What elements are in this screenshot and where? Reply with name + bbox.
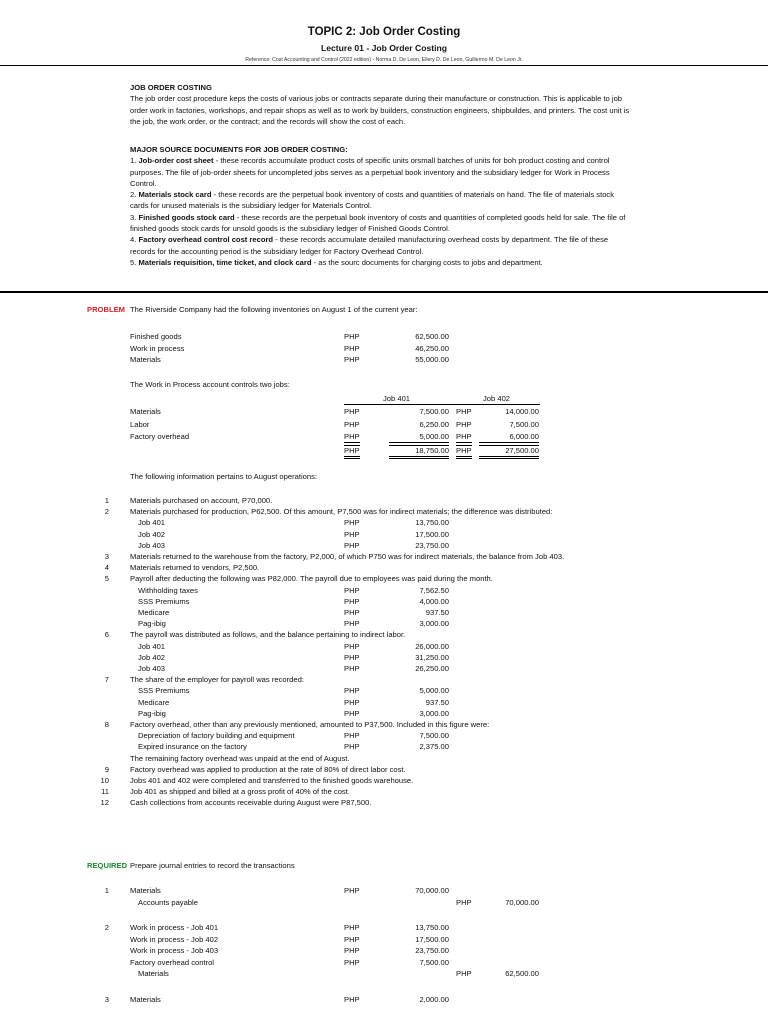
source-document-item [130,189,630,212]
transaction-detail-currency: PHP [344,697,360,707]
transaction-detail-amount: 937.50 [425,697,449,707]
transaction-detail-amount: 4,000.00 [419,596,449,606]
intro-text: The job order cost procedure keps the costs of various jobs or contracts separate during their manufacture or construction. This is applicable to job order work in factories, workshops, and repair shops as well as to work by builders, construction engineers, shipbuildes, and printers. The cost unit is the job, the work order, or the contract; and the records will show the cost of each. [130,94,630,126]
transaction-number: 6 [104,630,109,640]
journal-entry-number: 1 [104,886,109,895]
job-401-header: Job 401 [383,394,411,403]
wip-row-name: Labor [130,419,150,429]
journal-debit-currency: PHP [344,994,360,1004]
transaction-detail-amount: 17,500.00 [415,529,449,539]
wip-header-underline [344,404,540,405]
transaction-detail-currency: PHP [344,708,360,718]
transaction-number: 1 [104,496,109,505]
intro-section [130,82,630,127]
wip-currency: PHP [344,432,360,441]
wip-amount: 14,000.00 [505,407,539,416]
journal-debit-amount: 23,750.00 [415,946,449,955]
transaction-detail-currency: PHP [344,641,360,651]
inventory-name: Work in process [130,343,185,353]
wip-currency: PHP [344,407,360,416]
item-description: - these records accumulate product costs of specific units orsmall batches of units for boh product costing and control purposes. The file of job-order sheets for uncompleted jobs serves as a perpetual book inventory and the subsidiary ledger for Work in Process Control. [130,156,610,188]
info-intro: The following information pertains to August operations: [130,472,317,481]
transaction-detail-amount: 23,750.00 [415,540,449,550]
journal-credit-amount: 70,000.00 [505,897,539,907]
wip-row-name: Materials [130,407,161,416]
transaction-text: The remaining factory overhead was unpaid at the end of August. [130,753,350,763]
wip-currency: PHP [456,432,472,441]
transaction-detail-amount: 26,000.00 [415,641,449,651]
wip-total-amount: 27,500.00 [479,445,539,459]
transaction-number: 8 [104,720,109,729]
item-number: 2. [130,190,139,200]
transaction-detail-currency: PHP [344,596,360,606]
wip-amount: 5,000.00 [389,432,449,443]
transaction-detail-amount: 7,562.50 [419,585,449,595]
transaction-number: 11 [101,787,109,797]
transaction-detail-amount: 3,000.00 [419,708,449,718]
document-title: TOPIC 2: Job Order Costing [307,26,461,38]
transaction-text: Job 401 as shipped and billed at a gross profit of 40% of the cost. [130,787,350,797]
transaction-text: Materials returned to the warehouse from the factory, P2,000, of which P750 was for indirect materials, the balance from Job 403. [130,552,565,561]
journal-credit-currency: PHP [456,897,472,907]
transaction-detail-label: Medicare [138,697,170,707]
transaction-detail-label: Pag-ibig [138,708,166,718]
journal-credit-amount: 62,500.00 [505,969,539,978]
transaction-detail-label: Withholding taxes [138,585,198,595]
journal-credit-account: Materials [138,969,169,978]
wip-currency: PHP [344,419,360,429]
transaction-number: 12 [100,798,109,808]
transaction-detail-label: Job 402 [138,652,166,662]
item-term: Finished goods stock card [138,212,235,222]
item-term: Materials requisition, time ticket, and clock card [138,257,312,267]
transaction-detail-amount: 31,250.00 [415,652,449,662]
transaction-detail-label: Job 403 [138,664,166,673]
transaction-number: 9 [104,764,109,774]
transaction-number: 5 [104,574,109,584]
transaction-detail-amount: 26,250.00 [415,664,449,673]
transaction-detail-amount: 2,375.00 [419,742,449,752]
inventory-amount: 46,250.00 [415,343,449,353]
transaction-detail-label: SSS Premiums [138,596,190,606]
reference-line: Reference: Cost Accounting and Control (2022 edition) - Norma D. De Leon, Ellery D. De Leon, Guillermo M. De Leon Jr. [245,57,523,63]
transaction-number: 2 [104,507,109,517]
sources-list [130,155,630,268]
transaction-detail-label: Job 403 [138,540,166,550]
header-divider [0,65,768,66]
transaction-detail-amount: 13,750.00 [415,518,449,528]
transaction-text: Materials returned to vendors, P2,500. [130,563,260,573]
wip-total-currency: PHP [344,445,360,459]
inventory-currency: PHP [344,355,360,364]
inventory-amount: 62,500.00 [415,332,449,341]
wip-total-amount: 18,750.00 [389,445,449,459]
transaction-detail-label: Job 402 [138,529,166,539]
item-term: Job-order cost sheet [138,156,214,166]
transaction-detail-currency: PHP [344,619,360,629]
wip-total-currency: PHP [456,445,472,459]
item-term: Factory overhead control cost record [138,235,274,245]
transaction-detail-currency: PHP [344,652,360,662]
transaction-text: Cash collections from accounts receivable during August were P87,500. [130,798,372,808]
journal-debit-currency: PHP [344,934,360,944]
transaction-number: 4 [104,563,109,573]
intro-heading: JOB ORDER COSTING [130,83,212,92]
transaction-detail-currency: PHP [344,742,360,752]
item-description: - these records accumulate detailed manufacturing overhead costs by department. The file of these records for the accounting period is the subsidiary ledger for Factory Overhead Control. [130,235,609,256]
inventory-amount: 55,000.00 [415,355,449,364]
section-divider [0,291,768,293]
wip-currency: PHP [456,407,472,416]
transaction-text: Factory overhead, other than any previously mentioned, amounted to P37,500. Included in this figure were: [130,720,490,729]
transaction-text: Materials purchased for production, P62,500. Of this amount, P7,500 was for indirect materials; the difference was distributed: [130,507,553,517]
transaction-detail-label: Expired insurance on the factory [138,742,247,752]
required-label: REQUIRED [87,861,128,870]
journal-entry-number: 2 [104,923,109,932]
item-description: - these records are the perpetual book inventory of costs and quantities of completed goods held for sale. The file of finished goods stock cards for unsold goods is the subsidiary ledger of Finished Goods Control. [130,212,626,234]
journal-debit-account: Work in process - Job 401 [130,923,219,932]
transaction-text: Payroll after deducting the following was P82,000. The payroll due to employees was paid during the month. [130,574,493,584]
sources-heading: MAJOR SOURCE DOCUMENTS FOR JOB ORDER COSTING: [130,145,348,154]
transaction-detail-label: Depreciation of factory building and equipment [138,731,295,741]
problem-label: PROBLEM [87,305,125,314]
source-document-item [130,212,630,235]
item-number: 4. [130,235,139,245]
item-term: Materials stock card [138,190,212,200]
source-document-item [130,155,630,189]
journal-entry-number: 3 [104,994,109,1004]
journal-debit-currency: PHP [344,923,360,932]
journal-credit-currency: PHP [456,969,472,978]
transaction-detail-amount: 5,000.00 [419,686,449,696]
inventory-currency: PHP [344,332,360,341]
wip-currency: PHP [456,419,472,429]
transaction-detail-currency: PHP [344,540,360,550]
journal-debit-amount: 7,500.00 [419,957,449,967]
inventory-name: Materials [130,355,161,364]
journal-debit-currency: PHP [344,886,360,895]
transaction-detail-label: Job 401 [138,518,166,528]
transaction-detail-label: Medicare [138,608,170,617]
wip-intro: The Work in Process account controls two jobs: [130,380,290,389]
transaction-detail-currency: PHP [344,585,360,595]
wip-amount: 6,250.00 [419,419,449,429]
transaction-detail-amount: 3,000.00 [419,619,449,629]
transaction-text: The share of the employer for payroll was recorded: [130,675,304,685]
wip-amount: 7,500.00 [419,407,449,416]
source-document-item [130,257,630,268]
transaction-detail-label: Pag-ibig [138,619,166,629]
transaction-detail-label: Job 401 [138,641,166,651]
item-number: 3. [130,212,139,222]
transaction-text: The payroll was distributed as follows, and the balance pertaining to indirect labor. [130,630,406,640]
item-description: - as the sourc documents for charging costs to jobs and department. [311,257,543,267]
transaction-detail-currency: PHP [344,529,360,539]
item-number: 5. [130,257,139,267]
journal-debit-account: Work in process - Job 402 [130,934,219,944]
wip-row-name: Factory overhead [130,432,190,441]
journal-debit-currency: PHP [344,946,360,955]
journal-debit-account: Factory overhead control [130,957,214,967]
transaction-detail-currency: PHP [344,664,360,673]
item-description: - these records are the perpetual book inventory of costs and quantities of materials on hand. The file of materials stock cards for unused materials is the subsidiary ledger for Materials Control. [130,190,615,211]
source-documents-section [130,144,630,268]
journal-debit-amount: 2,000.00 [419,994,449,1004]
transaction-text: Jobs 401 and 402 were completed and transferred to the finished goods warehouse. [130,776,414,785]
transaction-detail-amount: 937.50 [425,608,449,617]
journal-debit-amount: 17,500.00 [415,934,449,944]
job-402-header: Job 402 [483,394,511,403]
transaction-detail-currency: PHP [344,686,360,696]
transaction-text: Materials purchased on account, P70,000. [130,496,273,505]
problem-intro: The Riverside Company had the following inventories on August 1 of the current year: [130,305,418,314]
transaction-detail-currency: PHP [344,518,360,528]
journal-credit-account: Accounts payable [138,897,198,907]
journal-debit-account: Materials [130,994,161,1004]
wip-amount: 7,500.00 [509,419,539,429]
journal-debit-account: Materials [130,886,161,895]
item-number: 1. [130,156,139,166]
transaction-number: 3 [104,552,109,561]
transaction-detail-currency: PHP [344,731,360,741]
journal-debit-amount: 13,750.00 [415,923,449,932]
inventory-name: Finished goods [130,332,182,341]
lecture-title: Lecture 01 - Job Order Costing [320,43,448,53]
inventory-currency: PHP [344,343,360,353]
transaction-number: 7 [104,675,109,685]
source-document-item [130,234,630,257]
journal-debit-amount: 70,000.00 [415,886,449,895]
transaction-detail-label: SSS Premiums [138,686,190,696]
journal-debit-currency: PHP [344,957,360,967]
transaction-text: Factory overhead was applied to production at the rate of 80% of direct labor cost. [130,764,406,774]
wip-amount: 6,000.00 [479,432,539,443]
transaction-number: 10 [100,776,109,785]
transaction-detail-currency: PHP [344,608,360,617]
required-text: Prepare journal entries to record the transactions [130,861,295,870]
transaction-detail-amount: 7,500.00 [419,731,449,741]
journal-debit-account: Work in process - Job 403 [130,946,219,955]
